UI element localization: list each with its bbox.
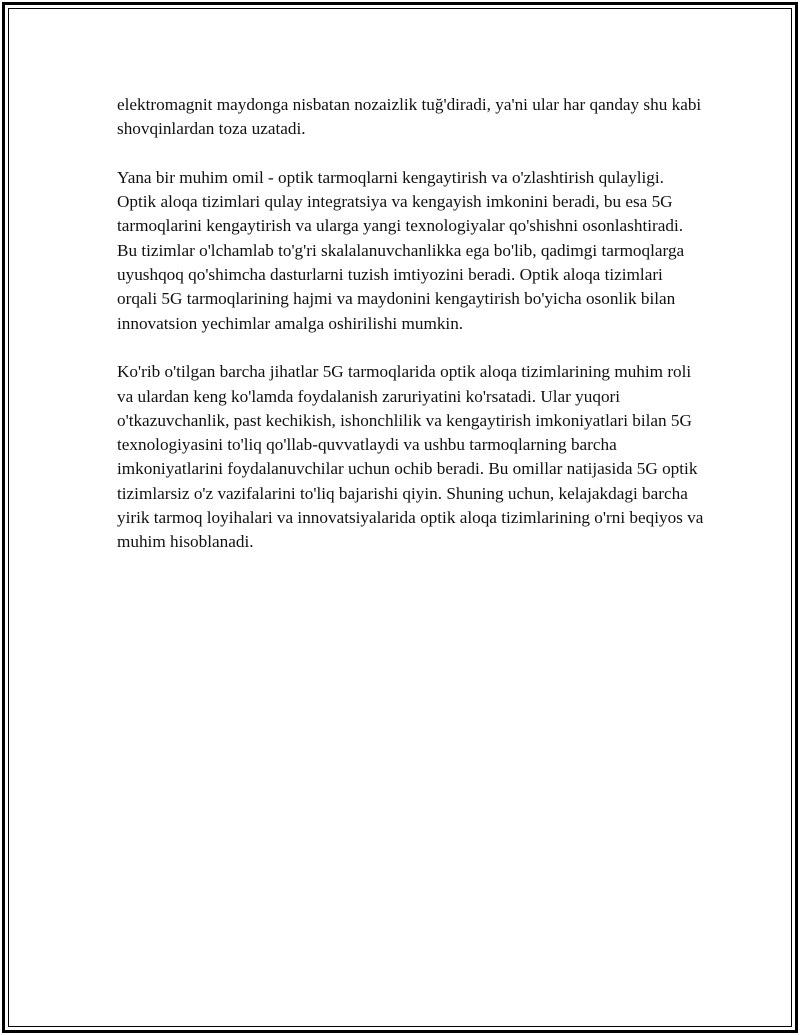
document-body	[117, 93, 707, 579]
paragraph-scalability: Yana bir muhim omil - optik tarmoqlarni kengaytirish va o'zlashtirish qulayligi. Optik aloqa tizimlari qulay integratsiya va kengayish imkonini beradi, bu esa 5G tarmoqlarini kengaytirish va ularga yangi texnologiyalar qo'shishni osonlashtiradi. Bu tizimlar o'lchamlab to'g'ri skalalanuvchanlikka ega bo'lib, qadimgi tarmoqlarga uyushqoq qo'shimcha dasturlarni tuzish imtiyozini beradi. Optik aloqa tizimlari orqali 5G tarmoqlarining hajmi va maydonini kengaytirish bo'yicha osonlik bilan innovatsion yechimlar amalga oshirilishi mumkin.	[117, 167, 685, 333]
paragraph-conclusion: Ko'rib o'tilgan barcha jihatlar 5G tarmoqlarida optik aloqa tizimlarining muhim roli va ulardan keng ko'lamda foydalanish zaruriyatini ko'rsatadi. Ular yuqori o'tkazuvchanlik, past kechikish, ishonchlilik va kengaytirish imkoniyatlari bilan 5G texnologiyasini to'liq qo'llab-quvvatlaydi va ushbu tarmoqlarning barcha imkoniyatlarini foydalanuvchilar uchun ochib beradi. Bu omillar natijasida 5G optik tizimlarsiz o'z vazifalarini to'liq bajarishi qiyin. Shuning uchun, kelajakdagi barcha yirik tarmoq loyihalari va innovatsiyalarida optik aloqa tizimlarining o'rni beqiyos va muhim hisoblanadi.	[117, 362, 704, 552]
paragraph-continuation: elektromagnit maydonga nisbatan nozaizlik tuğ'diradi, ya'ni ular har qanday shu kabi shovqinlardan toza uzatadi.	[117, 95, 702, 139]
